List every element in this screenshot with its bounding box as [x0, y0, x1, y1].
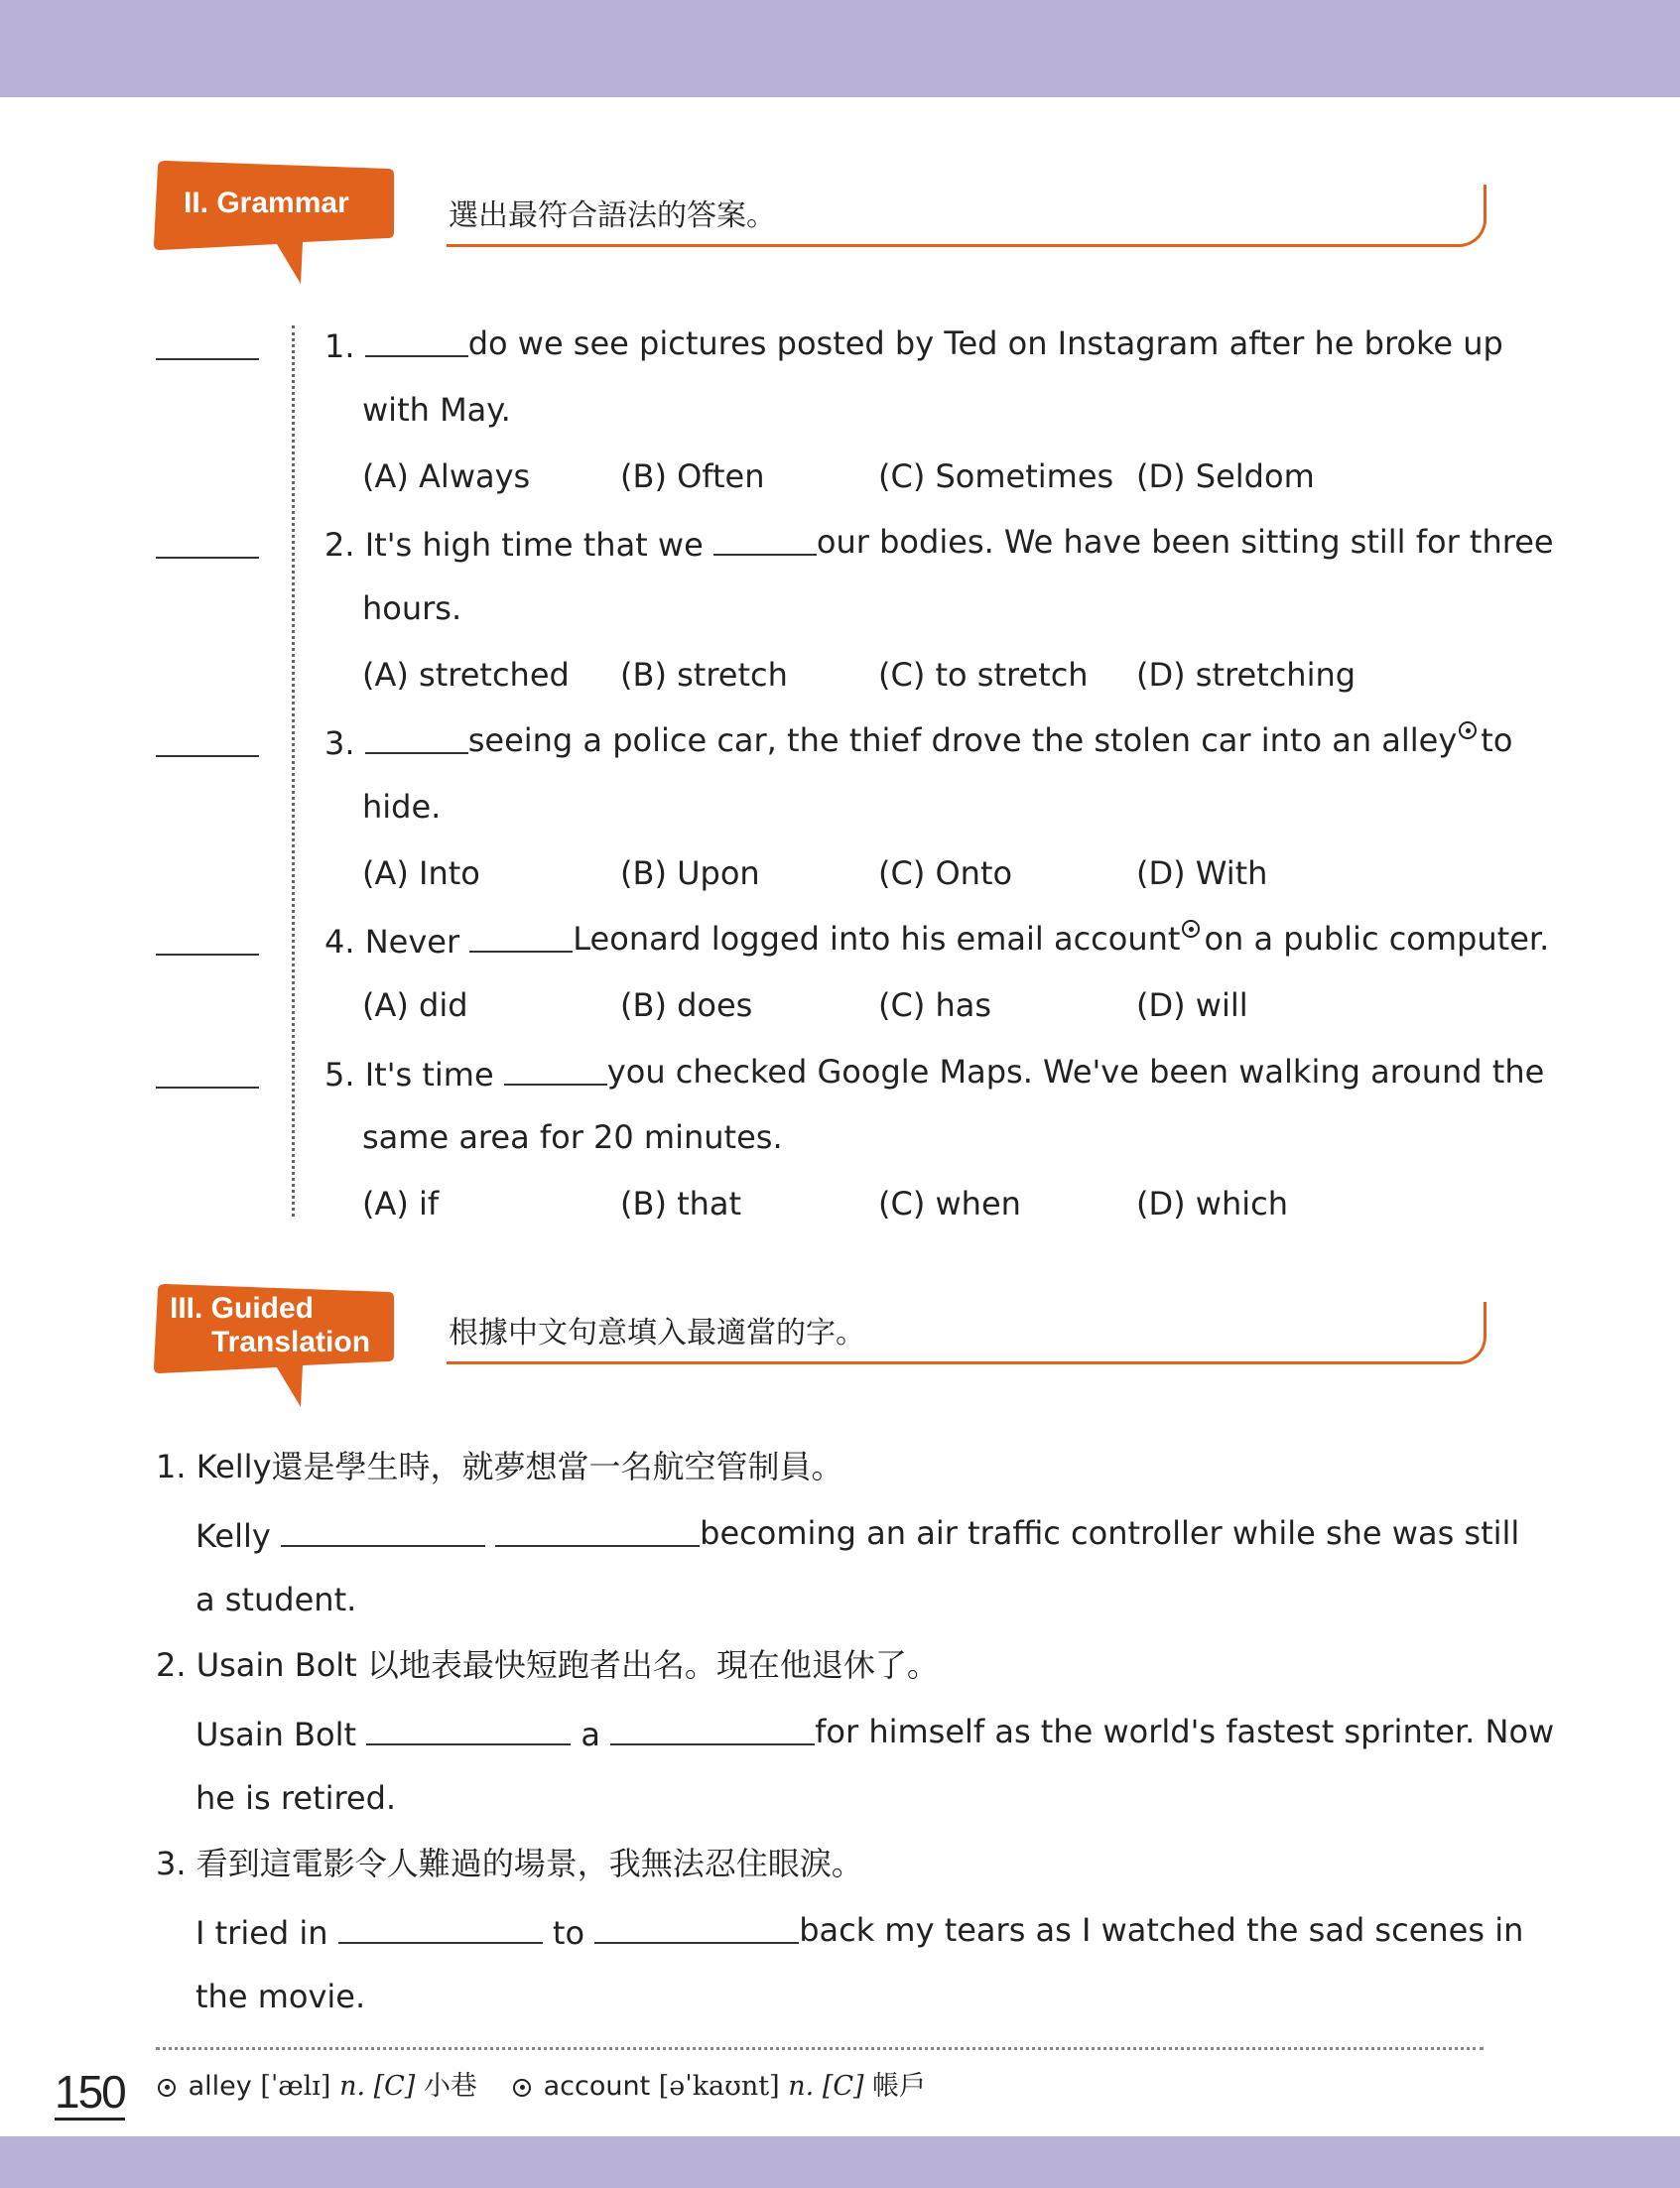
english-text-before: Kelly	[195, 1517, 271, 1555]
answer-blank-3[interactable]	[156, 755, 259, 757]
question-4-text: Leonard logged into his email account	[573, 920, 1181, 958]
top-band	[0, 0, 1680, 97]
chinese-sentence: 看到這電影令人難過的場景，我無法忍住眼淚。	[195, 1845, 863, 1882]
item-number: 2.	[156, 1646, 187, 1684]
question-2-option-c[interactable]: (C) to stretch	[878, 656, 1089, 694]
english-text-mid: a	[581, 1716, 600, 1753]
answer-blank-1[interactable]	[156, 358, 259, 360]
answer-blank-4[interactable]	[156, 954, 259, 956]
translation-tag-label-1: III. Guided	[170, 1292, 315, 1325]
answer-column-divider	[292, 325, 295, 1217]
tag-banner-shape	[154, 159, 395, 288]
question-5-line-1	[324, 1052, 1545, 1094]
question-2-option-b[interactable]: (B) stretch	[620, 656, 788, 694]
footnote-pronunciation: [ˈælɪ]	[260, 2071, 331, 2102]
footnote-meaning: 小巷	[423, 2071, 477, 2102]
translation-3-english	[195, 1910, 1524, 1953]
question-5-text: you checked Google Maps. We've been walking around the	[606, 1053, 1545, 1091]
question-3-option-d[interactable]: (D) With	[1136, 854, 1268, 892]
question-3-text: seeing a police car, the thief drove the stolen car into an alley	[467, 721, 1458, 759]
question-4-text-before: Never	[364, 923, 460, 961]
english-text-before: I tried in	[195, 1914, 328, 1952]
footnote-divider	[156, 2047, 1484, 2050]
question-5-blank[interactable]	[504, 1052, 607, 1086]
question-1-option-d[interactable]: (D) Seldom	[1136, 457, 1315, 495]
question-2-text-before: It's high time that we	[364, 526, 704, 564]
question-1-option-a[interactable]: (A) Always	[362, 457, 531, 495]
question-5-line-2: same area for 20 minutes.	[362, 1118, 783, 1156]
question-2-text: our bodies. We have been sitting still for three	[816, 523, 1554, 561]
translation-1-line-2: a student.	[195, 1581, 357, 1618]
question-5-option-b[interactable]: (B) that	[620, 1185, 742, 1223]
question-3-option-c[interactable]: (C) Onto	[878, 854, 1013, 892]
english-text-after: back my tears as I watched the sad scenes in	[799, 1911, 1524, 1949]
bottom-band	[0, 2136, 1680, 2188]
question-1-option-b[interactable]: (B) Often	[620, 457, 765, 495]
chinese-sentence: Kelly還是學生時，就夢想當一名航空管制員。	[195, 1448, 843, 1485]
footnote-alley	[156, 2064, 477, 2103]
item-number: 1.	[156, 1448, 187, 1485]
question-2-line-1	[324, 522, 1554, 565]
translation-3-blank-2[interactable]	[594, 1910, 799, 1944]
translation-2-chinese	[156, 1645, 939, 1685]
english-text-before: Usain Bolt	[195, 1716, 357, 1753]
question-1-line-2: with May.	[362, 391, 511, 429]
question-3-option-a[interactable]: (A) Into	[362, 854, 480, 892]
grammar-instruction: 選出最符合語法的答案。	[449, 198, 776, 233]
translation-2-line-2: he is retired.	[195, 1779, 397, 1817]
question-4-option-a[interactable]: (A) did	[362, 986, 468, 1024]
question-3-line-1	[324, 720, 1513, 763]
grammar-tag-label: II. Grammar	[184, 187, 349, 219]
vocab-marker-icon	[513, 2079, 531, 2097]
vocab-marker-icon	[158, 2079, 176, 2097]
question-1-line-1	[324, 323, 1503, 366]
footnote-word: account	[543, 2071, 651, 2102]
translation-section-tag	[154, 1282, 395, 1401]
english-text-mid: to	[552, 1914, 585, 1952]
answer-blank-2[interactable]	[156, 557, 259, 559]
footnote-account	[511, 2064, 926, 2103]
question-number: 1.	[324, 327, 355, 365]
question-3-blank[interactable]	[365, 720, 468, 754]
question-2-line-2: hours.	[362, 589, 462, 627]
translation-2-blank-1[interactable]	[366, 1712, 571, 1745]
question-5-option-d[interactable]: (D) which	[1136, 1185, 1288, 1223]
english-text-after: for himself as the world's fastest sprinter. Now	[815, 1713, 1555, 1750]
question-5-text-before: It's time	[364, 1056, 494, 1094]
question-5-option-c[interactable]: (C) when	[878, 1185, 1021, 1223]
translation-2-blank-2[interactable]	[610, 1712, 815, 1745]
item-number: 3.	[156, 1845, 187, 1882]
question-2-option-a[interactable]: (A) stretched	[362, 656, 570, 694]
chinese-sentence: Usain Bolt 以地表最快短跑者出名。現在他退休了。	[195, 1646, 939, 1684]
question-number: 5.	[324, 1056, 355, 1094]
footnote-part-of-speech: n. [C]	[339, 2071, 416, 2102]
question-1-text: do we see pictures posted by Ted on Instagram after he broke up	[467, 324, 1503, 362]
footnote-word: alley	[188, 2071, 252, 2102]
translation-3-chinese	[156, 1844, 863, 1883]
question-2-blank[interactable]	[713, 522, 817, 556]
answer-blank-5[interactable]	[156, 1087, 259, 1089]
footnote-part-of-speech: n. [C]	[788, 2071, 864, 2102]
english-text-after: becoming an air traffic controller while she was still	[700, 1514, 1520, 1552]
translation-3-line-2: the movie.	[195, 1978, 366, 2015]
footnote-meaning: 帳戶	[872, 2071, 927, 2102]
question-4-option-c[interactable]: (C) has	[878, 986, 992, 1024]
question-4-blank[interactable]	[469, 919, 573, 953]
grammar-section-tag	[154, 159, 395, 278]
footnote-pronunciation: [əˈkaʊnt]	[658, 2071, 780, 2102]
translation-header-rule	[447, 1302, 1486, 1364]
question-1-blank[interactable]	[365, 323, 468, 357]
grammar-header-rule	[447, 185, 1486, 247]
translation-tag-label-2: Translation	[211, 1326, 371, 1358]
page-number: 150	[55, 2066, 125, 2121]
question-3-line-2: hide.	[362, 788, 442, 826]
translation-1-blank-1[interactable]	[281, 1513, 485, 1547]
translation-3-blank-1[interactable]	[338, 1910, 543, 1944]
question-5-option-a[interactable]: (A) if	[362, 1185, 440, 1223]
question-4-text-end: on a public computer.	[1204, 920, 1550, 958]
question-3-text-end: to	[1481, 721, 1513, 759]
question-number: 2.	[324, 526, 355, 564]
question-4-option-b[interactable]: (B) does	[620, 986, 753, 1024]
translation-1-english	[195, 1513, 1520, 1556]
question-3-option-b[interactable]: (B) Upon	[620, 854, 760, 892]
translation-instruction: 根據中文句意填入最適當的字。	[449, 1316, 865, 1351]
question-number: 3.	[324, 724, 355, 762]
translation-1-blank-2[interactable]	[495, 1513, 700, 1547]
question-2-option-d[interactable]: (D) stretching	[1136, 656, 1357, 694]
translation-1-chinese	[156, 1447, 843, 1486]
translation-2-english	[195, 1712, 1555, 1754]
question-4-option-d[interactable]: (D) will	[1136, 986, 1248, 1024]
vocab-marker-icon	[1182, 920, 1200, 938]
question-1-option-c[interactable]: (C) Sometimes	[878, 457, 1114, 495]
question-4-line-1	[324, 919, 1550, 962]
question-number: 4.	[324, 923, 355, 961]
vocab-marker-icon	[1459, 721, 1477, 739]
